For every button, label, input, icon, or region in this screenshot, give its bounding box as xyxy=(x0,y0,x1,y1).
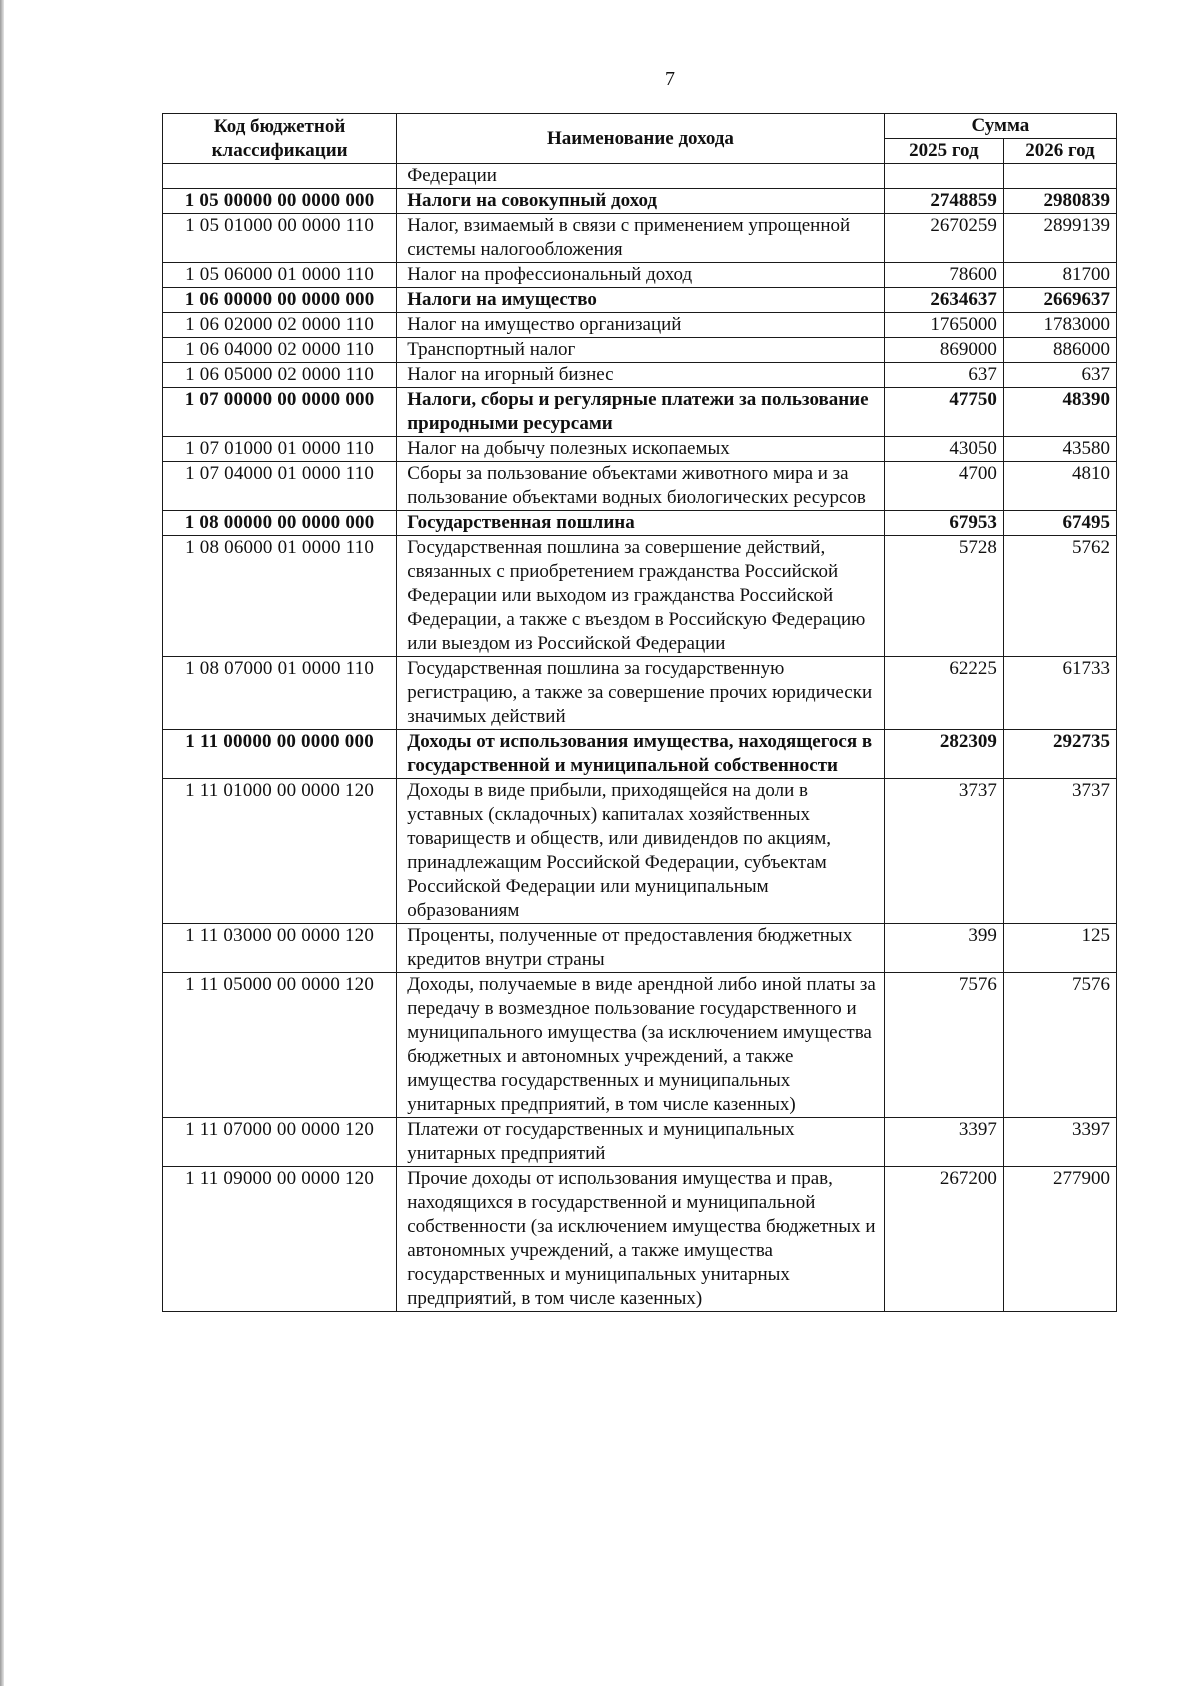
row-name: Доходы от использования имущества, находящегося в государственной и муниципальной собственности xyxy=(397,730,885,779)
row-name: Сборы за пользование объектами животного мира и за пользование объектами водных биологических ресурсов xyxy=(397,462,885,511)
row-code: 1 05 01000 00 0000 110 xyxy=(163,214,397,263)
row-value-2025: 282309 xyxy=(884,730,1003,779)
row-value-2025: 67953 xyxy=(884,511,1003,536)
table-row xyxy=(163,338,1117,363)
row-code: 1 07 01000 01 0000 110 xyxy=(163,437,397,462)
row-value-2025: 2748859 xyxy=(884,189,1003,214)
table-row xyxy=(163,189,1117,214)
table-row xyxy=(163,1118,1117,1167)
row-value-2025: 3397 xyxy=(884,1118,1003,1167)
row-code: 1 05 06000 01 0000 110 xyxy=(163,263,397,288)
page-number: 7 xyxy=(665,68,675,90)
table-row xyxy=(163,536,1117,657)
row-name: Налог на имущество организаций xyxy=(397,313,885,338)
row-name: Налоги на совокупный доход xyxy=(397,189,885,214)
row-code: 1 07 00000 00 0000 000 xyxy=(163,388,397,437)
row-value-2026: 277900 xyxy=(1003,1167,1116,1312)
header-name: Наименование дохода xyxy=(397,114,885,164)
row-value-2026: 1783000 xyxy=(1003,313,1116,338)
row-name: Федерации xyxy=(397,164,885,189)
budget-income-table xyxy=(162,113,1117,1312)
row-value-2026: 7576 xyxy=(1003,973,1116,1118)
row-value-2026: 3737 xyxy=(1003,779,1116,924)
table-row xyxy=(163,288,1117,313)
row-code: 1 08 07000 01 0000 110 xyxy=(163,657,397,730)
table-row xyxy=(163,1167,1117,1312)
row-name: Налог, взимаемый в связи с применением упрощенной системы налогообложения xyxy=(397,214,885,263)
row-value-2026: 61733 xyxy=(1003,657,1116,730)
table-row xyxy=(163,437,1117,462)
row-name: Государственная пошлина xyxy=(397,511,885,536)
row-code: 1 11 03000 00 0000 120 xyxy=(163,924,397,973)
row-code: 1 08 06000 01 0000 110 xyxy=(163,536,397,657)
row-value-2026: 2899139 xyxy=(1003,214,1116,263)
row-value-2026: 43580 xyxy=(1003,437,1116,462)
row-value-2026: 67495 xyxy=(1003,511,1116,536)
row-value-2025: 4700 xyxy=(884,462,1003,511)
row-value-2025: 43050 xyxy=(884,437,1003,462)
row-name: Транспортный налог xyxy=(397,338,885,363)
table-row xyxy=(163,657,1117,730)
row-name: Проценты, полученные от предоставления бюджетных кредитов внутри страны xyxy=(397,924,885,973)
row-value-2026: 4810 xyxy=(1003,462,1116,511)
table-row xyxy=(163,511,1117,536)
row-value-2026: 48390 xyxy=(1003,388,1116,437)
table-row xyxy=(163,363,1117,388)
row-value-2025: 2634637 xyxy=(884,288,1003,313)
row-value-2025 xyxy=(884,164,1003,189)
row-code: 1 08 00000 00 0000 000 xyxy=(163,511,397,536)
table-row xyxy=(163,263,1117,288)
row-value-2025: 869000 xyxy=(884,338,1003,363)
row-name: Государственная пошлина за совершение действий, связанных с приобретением гражданства Российской Федерации или выходом из гражданства Российской Федерации, а также с въездом в Российскую Федерацию или выездом из Российской Федерации xyxy=(397,536,885,657)
row-value-2026: 81700 xyxy=(1003,263,1116,288)
table-row xyxy=(163,214,1117,263)
row-value-2026: 292735 xyxy=(1003,730,1116,779)
header-code: Код бюджетной классификации xyxy=(163,114,397,164)
row-name: Налоги на имущество xyxy=(397,288,885,313)
scan-edge xyxy=(0,0,4,1686)
header-sum: Сумма xyxy=(884,114,1116,139)
row-value-2025: 637 xyxy=(884,363,1003,388)
table-row xyxy=(163,779,1117,924)
row-name: Доходы в виде прибыли, приходящейся на доли в уставных (складочных) капиталах хозяйственных товариществ и обществ, или дивидендов по акциям, принадлежащим Российской Федерации, субъектам Российской Федерации или муниципальным образованиям xyxy=(397,779,885,924)
row-value-2026: 3397 xyxy=(1003,1118,1116,1167)
table-row xyxy=(163,462,1117,511)
row-name: Налоги, сборы и регулярные платежи за пользование природными ресурсами xyxy=(397,388,885,437)
row-name: Налог на профессиональный доход xyxy=(397,263,885,288)
table-header-row xyxy=(163,114,1117,139)
table-row xyxy=(163,973,1117,1118)
row-value-2026: 637 xyxy=(1003,363,1116,388)
row-name: Налог на добычу полезных ископаемых xyxy=(397,437,885,462)
row-code: 1 11 05000 00 0000 120 xyxy=(163,973,397,1118)
row-code: 1 11 01000 00 0000 120 xyxy=(163,779,397,924)
row-value-2025: 7576 xyxy=(884,973,1003,1118)
row-value-2025: 62225 xyxy=(884,657,1003,730)
table-row xyxy=(163,164,1117,189)
row-value-2025: 5728 xyxy=(884,536,1003,657)
row-name: Прочие доходы от использования имущества и прав, находящихся в государственной и муниципальной собственности (за исключением имущества бюджетных и автономных учреждений, а также имущества государственных и муниципальных унитарных предприятий, в том числе казенных) xyxy=(397,1167,885,1312)
row-code: 1 06 02000 02 0000 110 xyxy=(163,313,397,338)
table-row xyxy=(163,313,1117,338)
row-name: Доходы, получаемые в виде арендной либо иной платы за передачу в возмездное пользование государственного и муниципального имущества (за исключением имущества бюджетных и автономных учреждений, а также имущества государственных и муниципальных унитарных предприятий, в том числе казенных) xyxy=(397,973,885,1118)
row-value-2026: 2669637 xyxy=(1003,288,1116,313)
row-value-2026: 5762 xyxy=(1003,536,1116,657)
row-code: 1 06 00000 00 0000 000 xyxy=(163,288,397,313)
row-name: Налог на игорный бизнес xyxy=(397,363,885,388)
row-code: 1 06 05000 02 0000 110 xyxy=(163,363,397,388)
row-value-2026: 2980839 xyxy=(1003,189,1116,214)
row-value-2026: 886000 xyxy=(1003,338,1116,363)
row-code: 1 11 09000 00 0000 120 xyxy=(163,1167,397,1312)
row-code: 1 11 00000 00 0000 000 xyxy=(163,730,397,779)
row-value-2026: 125 xyxy=(1003,924,1116,973)
row-value-2025: 267200 xyxy=(884,1167,1003,1312)
row-name: Государственная пошлина за государственную регистрацию, а также за совершение прочих юридически значимых действий xyxy=(397,657,885,730)
header-year-2025: 2025 год xyxy=(884,139,1003,164)
row-value-2025: 3737 xyxy=(884,779,1003,924)
row-code: 1 06 04000 02 0000 110 xyxy=(163,338,397,363)
row-code: 1 05 00000 00 0000 000 xyxy=(163,189,397,214)
table-row xyxy=(163,730,1117,779)
row-value-2025: 399 xyxy=(884,924,1003,973)
table-body xyxy=(163,164,1117,1312)
row-value-2025: 78600 xyxy=(884,263,1003,288)
row-code xyxy=(163,164,397,189)
header-year-2026: 2026 год xyxy=(1003,139,1116,164)
row-value-2025: 47750 xyxy=(884,388,1003,437)
row-value-2025: 1765000 xyxy=(884,313,1003,338)
row-name: Платежи от государственных и муниципальных унитарных предприятий xyxy=(397,1118,885,1167)
table-row xyxy=(163,388,1117,437)
row-value-2025: 2670259 xyxy=(884,214,1003,263)
table-row xyxy=(163,924,1117,973)
row-code: 1 07 04000 01 0000 110 xyxy=(163,462,397,511)
row-value-2026 xyxy=(1003,164,1116,189)
row-code: 1 11 07000 00 0000 120 xyxy=(163,1118,397,1167)
